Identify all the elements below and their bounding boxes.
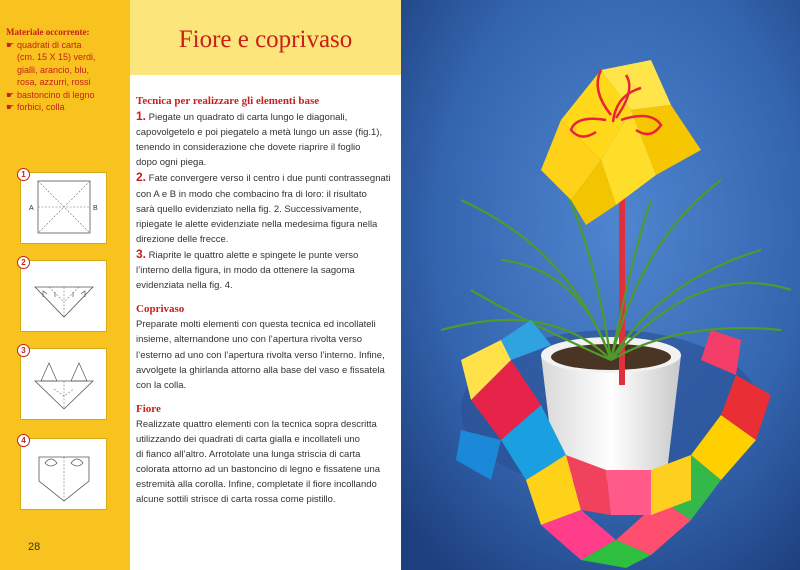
folding-diagram-4 (21, 439, 106, 509)
pointing-hand-icon: ☛ (6, 102, 15, 112)
section-heading-coprivaso: Coprivaso (136, 303, 185, 316)
figure-number: 1 (17, 168, 30, 181)
step-1 (136, 109, 394, 125)
figure-number: 4 (17, 434, 30, 447)
step-line: ripiegate le alette evidenziate nella medesima figura nella (136, 218, 378, 230)
step-line: direzione delle frecce. (136, 233, 229, 245)
materials-list (6, 26, 124, 114)
origami-flowerpot-photo (401, 0, 800, 570)
material-line: (cm. 15 X 15) verdi, (17, 52, 96, 62)
instructions (136, 94, 394, 507)
material-line: forbici, colla (17, 102, 65, 112)
figure-3 (20, 348, 107, 420)
step-number: 1. (136, 109, 147, 124)
point-a-label: A (29, 205, 34, 212)
folding-diagram-1 (21, 173, 106, 243)
figure-4 (20, 438, 107, 510)
step-number: 3. (136, 246, 147, 261)
page-title: Fiore e coprivaso (178, 26, 353, 53)
step-2 (136, 170, 394, 186)
body-line: avvolgete la ghirlanda attorno alla base del vaso e fissatela (136, 364, 385, 376)
body-line: di fianco all’altro. Arrotolate una lunga striscia di carta (136, 449, 361, 461)
material-item (6, 89, 124, 102)
body-line: Preparate molti elementi con questa tecnica ed incollateli (136, 319, 376, 331)
page-number: 28 (28, 541, 41, 553)
step-line: evidenziata nella fig. 4. (136, 280, 233, 292)
figure-2 (20, 260, 107, 332)
point-b-label: B (93, 205, 98, 212)
step-line: Fate convergere verso il centro i due punti contrassegnati (148, 173, 391, 185)
body-line: colorata attorno ad un bastoncino di legno e fissatene una (136, 464, 381, 476)
folding-diagram-3 (21, 349, 106, 419)
folding-diagram-2 (21, 261, 106, 331)
pointing-hand-icon: ☛ (6, 89, 15, 100)
body-line: insieme, alternandone uno con l’apertura rivolta verso (136, 334, 363, 346)
craft-photo (401, 0, 800, 570)
materials-sidebar (0, 0, 130, 570)
materials-heading: Materiale occorrente: (6, 27, 90, 37)
step-3 (136, 247, 394, 263)
step-number: 2. (136, 170, 147, 185)
body-line: utilizzando dei quadrati di carta gialla e incollateli uno (136, 433, 360, 445)
pointing-hand-icon: ☛ (6, 39, 15, 50)
figure-1 (20, 172, 107, 244)
body-line: con la colla. (136, 379, 187, 391)
material-line: bastoncino di legno (17, 89, 95, 100)
body-line: estremità alla corolla. Infine, completate il fiore incollando (136, 479, 377, 491)
step-line: Riaprite le quattro alette e spingete le punte verso (148, 249, 359, 261)
material-item (6, 101, 124, 114)
figure-number: 3 (17, 344, 30, 357)
step-line: Piegate un quadrato di carta lungo le diagonali, (148, 112, 348, 124)
section-heading-fiore: Fiore (136, 402, 161, 415)
body-line: Realizzate quattro elementi con la tecnica sopra descritta (136, 418, 377, 430)
step-line: capovolgetelo e poi piegatelo a metà lungo un asse (fig.1), (136, 127, 383, 139)
step-line: sarà quello evidenziato nella fig. 2. Successivamente, (136, 203, 362, 215)
step-line: dopo ogni piega. (136, 157, 207, 169)
section-heading-technique: Tecnica per realizzare gli elementi base (136, 95, 320, 107)
material-line: rosa, azzurri, rossi (17, 77, 91, 87)
material-line: quadrati di carta (17, 39, 82, 50)
step-line: l’interno della figura, in modo da ottenere la sagoma (136, 265, 355, 277)
body-line: l’esterno ad uno con l’apertura rivolta verso l’interno. Infine, (136, 349, 385, 361)
figure-number: 2 (17, 256, 30, 269)
material-item (6, 39, 124, 52)
step-line: con A e B in modo che combacino fra di loro: il risultato (136, 188, 367, 200)
material-line: gialli, arancio, blu, (17, 64, 90, 75)
step-line: tenendo in considerazione che dovete riaprire il foglio (136, 142, 361, 154)
body-line: alcune sottili strisce di carta rossa come pistillo. (136, 494, 336, 506)
